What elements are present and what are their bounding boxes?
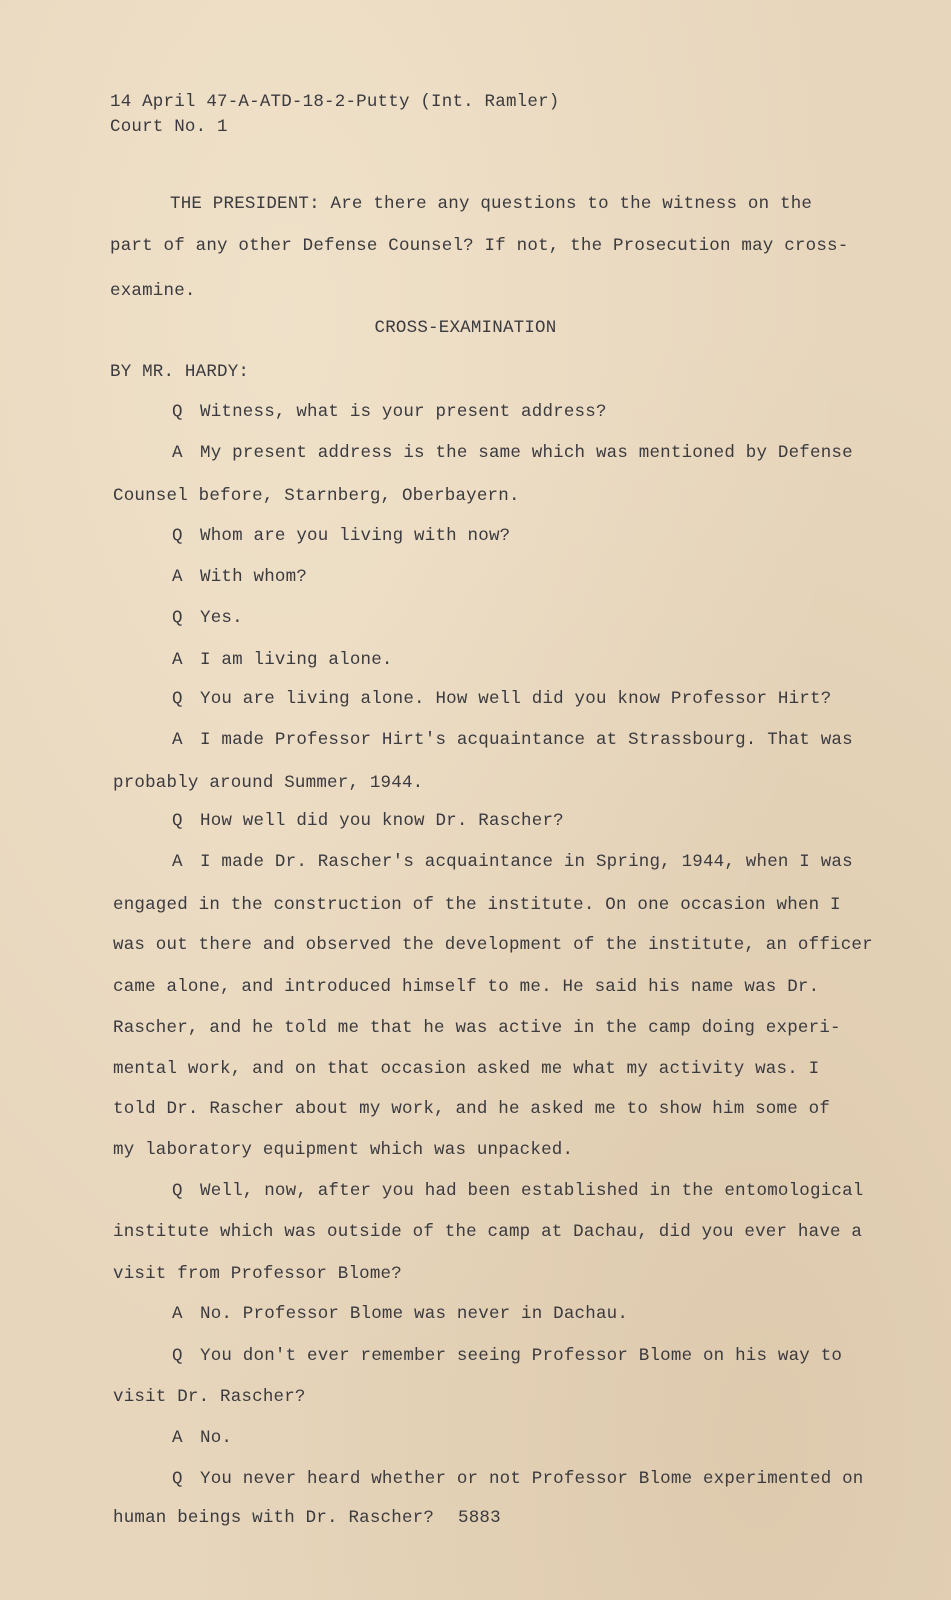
qa-text: mental work, and on that occasion asked me what my activity was. I: [113, 1059, 820, 1079]
qa-text: probably around Summer, 1944.: [113, 773, 424, 793]
qa-text: My present address is the same which was mentioned by Defense: [200, 443, 853, 463]
qa-continuation-line: [113, 1264, 402, 1284]
examiner-line: BY MR. HARDY:: [110, 362, 250, 382]
qa-continuation-line: [113, 773, 423, 793]
answer-marker: A: [172, 1428, 183, 1448]
question-marker: Q: [172, 402, 183, 422]
question-marker: Q: [172, 1469, 183, 1489]
qa-text: No.: [200, 1428, 233, 1448]
qa-text: engaged in the construction of the institute. On one occasion when I: [113, 895, 841, 915]
qa-continuation-line: [113, 1059, 819, 1079]
answer-marker: A: [172, 567, 183, 587]
answer-marker: A: [172, 1304, 183, 1324]
qa-text: visit Dr. Rascher?: [113, 1387, 306, 1407]
president-paragraph-line-2: part of any other Defense Counsel? If not, the Prosecution may cross-: [110, 236, 849, 256]
header-line-1: 14 April 47-A-ATD-18-2-Putty (Int. Ramler): [110, 92, 560, 112]
qa-text: Well, now, after you had been established in the entomological: [200, 1181, 864, 1201]
president-paragraph-line-1: THE PRESIDENT: Are there any questions to the witness on the: [170, 194, 813, 214]
qa-text: my laboratory equipment which was unpacked.: [113, 1140, 574, 1160]
qa-line: [172, 608, 243, 628]
qa-text: I made Professor Hirt's acquaintance at Strassbourg. That was: [200, 730, 853, 750]
question-marker: Q: [172, 1181, 183, 1201]
qa-line: [172, 1428, 232, 1448]
qa-text: With whom?: [200, 567, 308, 587]
qa-text: Counsel before, Starnberg, Oberbayern.: [113, 486, 520, 506]
qa-text: told Dr. Rascher about my work, and he asked me to show him some of: [113, 1099, 831, 1119]
section-heading: CROSS-EXAMINATION: [374, 318, 557, 338]
qa-continuation-line: [113, 1140, 573, 1160]
qa-text: human beings with Dr. Rascher?: [113, 1508, 435, 1528]
question-marker: Q: [172, 526, 183, 546]
qa-line: [172, 1181, 864, 1201]
qa-line: [172, 852, 853, 872]
question-marker: Q: [172, 811, 183, 831]
president-paragraph-line-3: examine.: [110, 281, 196, 301]
qa-line: [172, 730, 853, 750]
header-line-2: Court No. 1: [110, 117, 228, 137]
qa-text: I made Dr. Rascher's acquaintance in Spring, 1944, when I was: [200, 852, 853, 872]
answer-marker: A: [172, 650, 183, 670]
question-marker: Q: [172, 689, 183, 709]
qa-text: How well did you know Dr. Rascher?: [200, 811, 564, 831]
qa-text: Yes.: [200, 608, 243, 628]
qa-continuation-line: [113, 977, 819, 997]
qa-continuation-line: [113, 1387, 306, 1407]
qa-line: [172, 1346, 842, 1366]
qa-text: Rascher, and he told me that he was active in the camp doing experi-: [113, 1018, 841, 1038]
qa-line: [172, 650, 393, 670]
qa-text: was out there and observed the development of the institute, an officer: [113, 935, 873, 955]
page-number: 5883: [458, 1508, 501, 1528]
question-marker: Q: [172, 1346, 183, 1366]
question-marker: Q: [172, 608, 183, 628]
qa-text: You are living alone. How well did you know Professor Hirt?: [200, 689, 832, 709]
qa-line: [172, 1304, 628, 1324]
answer-marker: A: [172, 443, 183, 463]
qa-line: [172, 811, 564, 831]
qa-line: [172, 567, 307, 587]
qa-text: came alone, and introduced himself to me. He said his name was Dr.: [113, 977, 820, 997]
answer-marker: A: [172, 852, 183, 872]
qa-continuation-line: [113, 895, 841, 915]
qa-continuation-line: [113, 1508, 434, 1528]
qa-line: [172, 1469, 864, 1489]
qa-text: Witness, what is your present address?: [200, 402, 607, 422]
qa-text: institute which was outside of the camp at Dachau, did you ever have a: [113, 1222, 863, 1242]
qa-continuation-line: [113, 935, 873, 955]
qa-continuation-line: [113, 1222, 862, 1242]
qa-continuation-line: [113, 1099, 830, 1119]
qa-continuation-line: [113, 486, 520, 506]
qa-line: [172, 689, 831, 709]
qa-line: [172, 443, 853, 463]
qa-text: I am living alone.: [200, 650, 393, 670]
qa-text: No. Professor Blome was never in Dachau.: [200, 1304, 629, 1324]
qa-line: [172, 402, 607, 422]
qa-continuation-line: [113, 1018, 841, 1038]
qa-text: Whom are you living with now?: [200, 526, 511, 546]
qa-text: You never heard whether or not Professor Blome experimented on: [200, 1469, 864, 1489]
answer-marker: A: [172, 730, 183, 750]
qa-text: visit from Professor Blome?: [113, 1264, 402, 1284]
qa-line: [172, 526, 510, 546]
qa-text: You don't ever remember seeing Professor Blome on his way to: [200, 1346, 843, 1366]
